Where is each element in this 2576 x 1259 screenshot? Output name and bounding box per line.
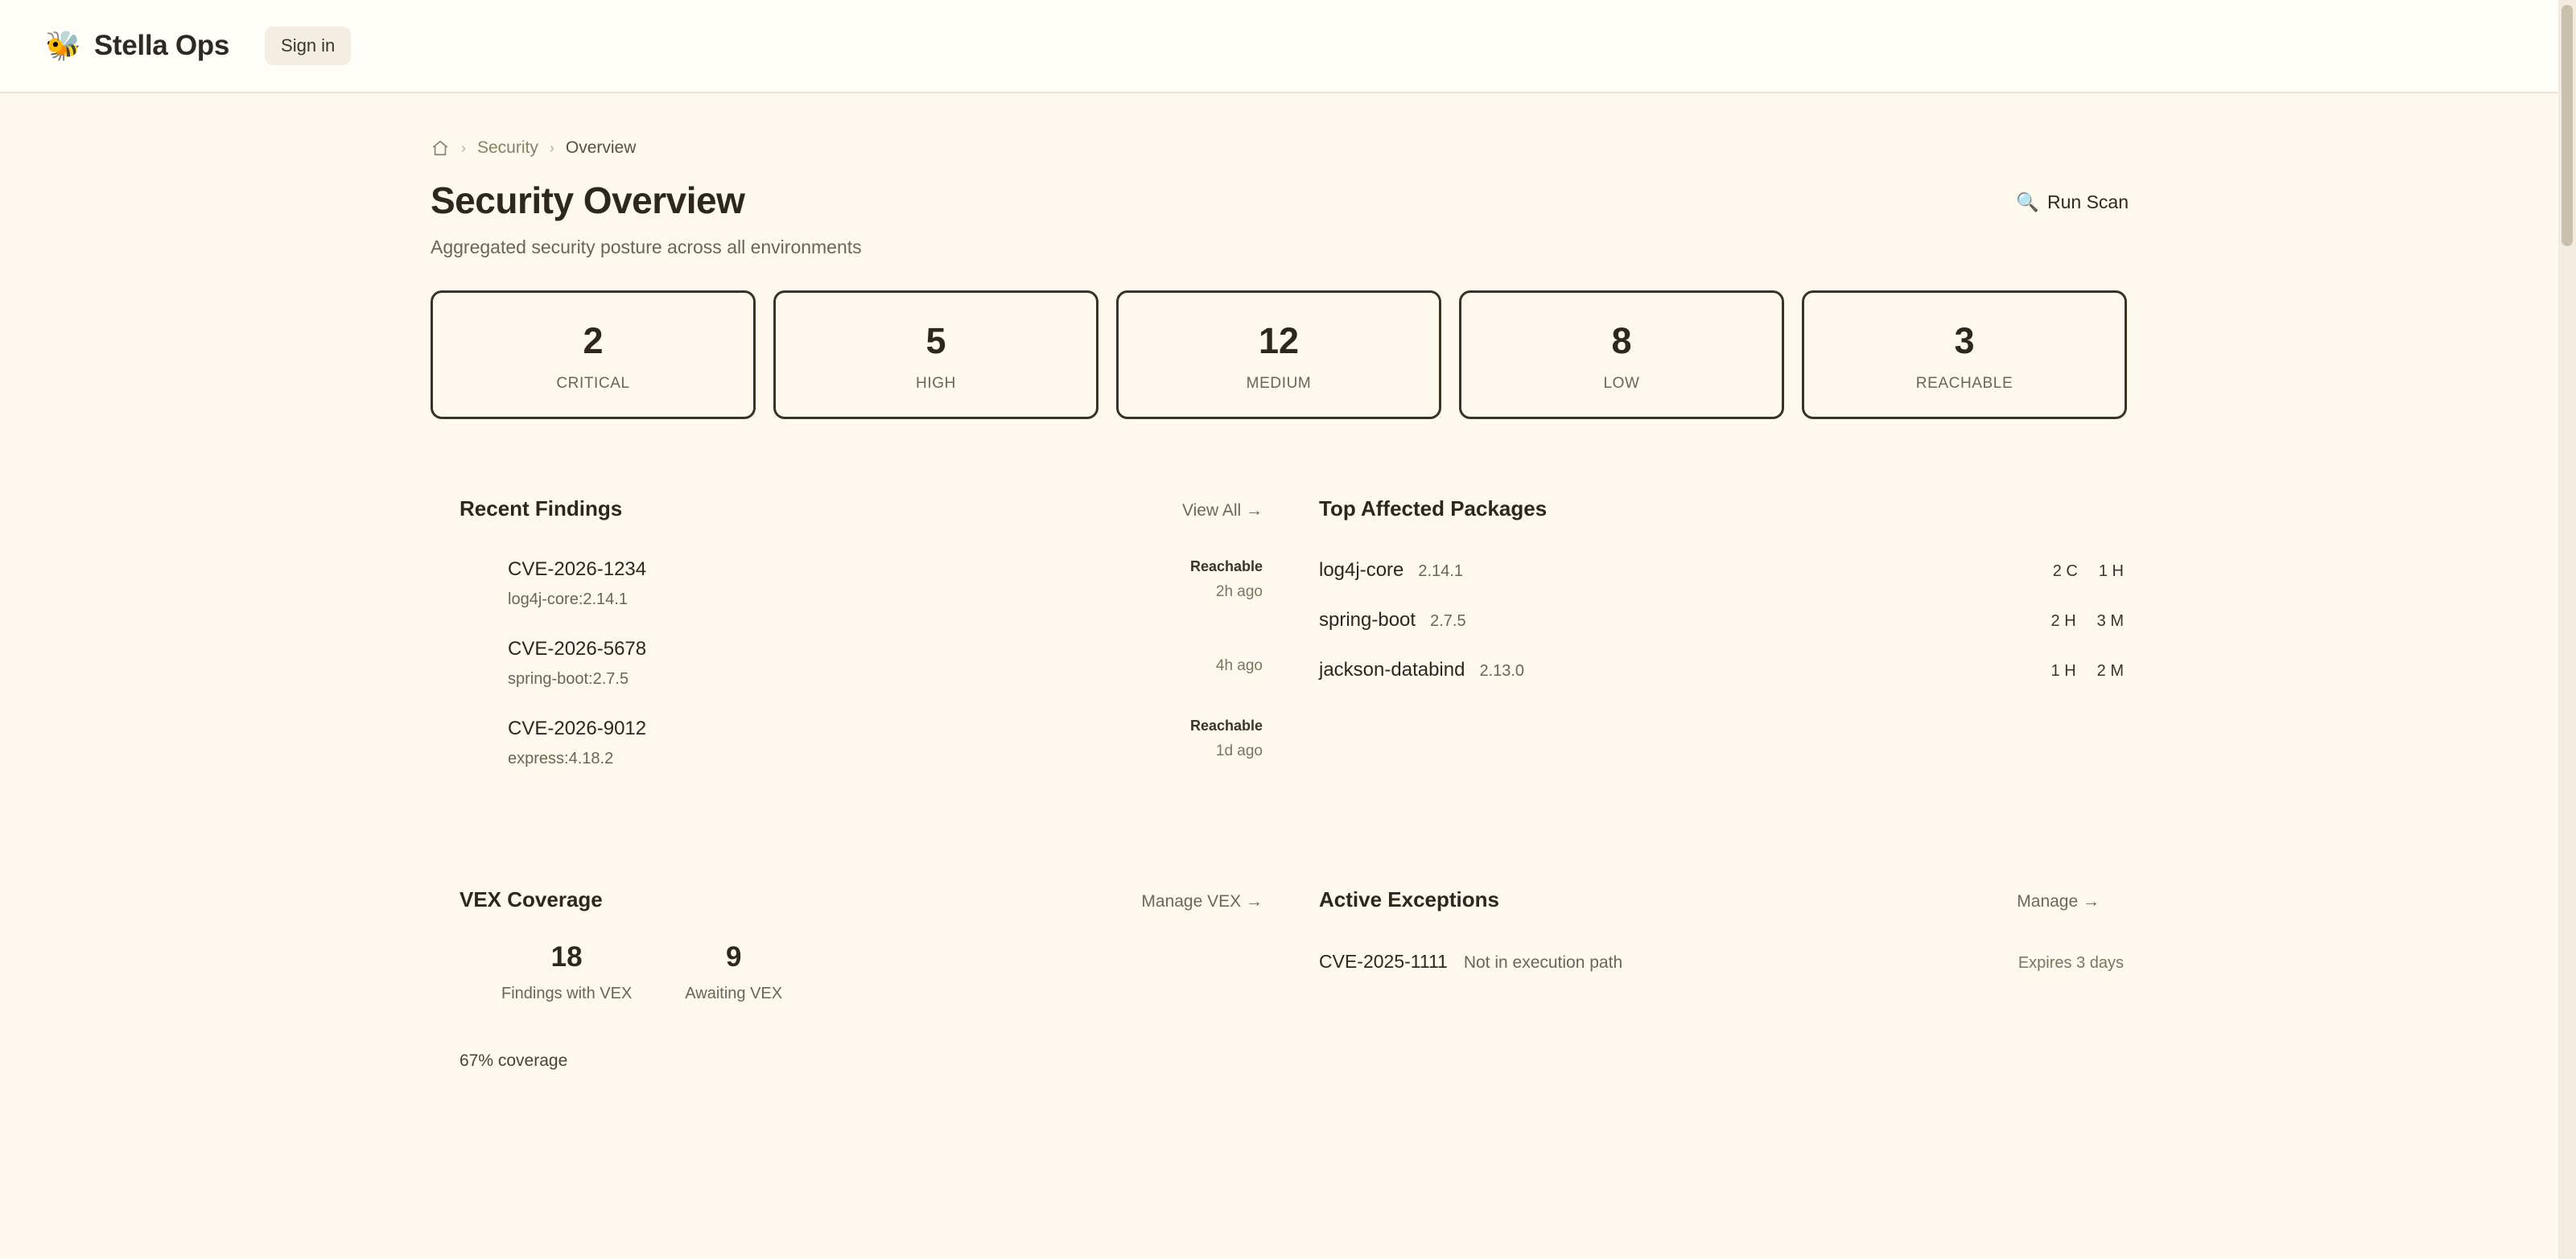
finding-package: log4j-core:2.14.1	[508, 590, 628, 608]
manage-vex-button[interactable]: Manage VEX →	[1141, 892, 1263, 911]
recent-findings-title: Recent Findings	[460, 496, 623, 520]
package-version: 2.7.5	[1430, 612, 1466, 630]
finding-main	[508, 718, 646, 768]
package-name: spring-boot	[1319, 609, 1416, 631]
top-navigation-bar	[0, 0, 2576, 93]
page-title: Security Overview	[431, 179, 745, 221]
package-version: 2.13.0	[1479, 662, 1525, 680]
stat-card-high[interactable]	[773, 290, 1098, 419]
top-packages-title: Top Affected Packages	[1319, 496, 1548, 520]
package-count-secondary: 2 M	[2096, 662, 2124, 680]
stat-label: CRITICAL	[556, 374, 630, 392]
finding-package: express:4.18.2	[508, 750, 614, 767]
breadcrumb	[431, 93, 2129, 158]
recent-findings-list	[460, 544, 1292, 783]
stat-value: 2	[583, 320, 604, 362]
page-content	[0, 93, 2558, 1071]
finding-row[interactable]	[460, 544, 1292, 623]
stat-label: REACHABLE	[1915, 374, 2013, 392]
top-packages-header	[1319, 496, 2129, 521]
package-row[interactable]	[1319, 645, 2129, 695]
stat-card-critical[interactable]	[431, 290, 756, 419]
finding-timestamp: 4h ago	[1215, 657, 1263, 674]
vex-metric-with-vex	[501, 941, 632, 1003]
package-identity	[1319, 659, 1524, 681]
stat-card-reachable[interactable]	[1802, 290, 2127, 419]
breadcrumb-separator-2: ›	[549, 139, 554, 156]
package-row[interactable]	[1319, 545, 2129, 595]
exception-row[interactable]	[1319, 951, 2129, 973]
recent-findings-panel	[431, 496, 1292, 783]
exception-expiry: Expires 3 days	[2018, 954, 2124, 972]
stat-value: 3	[1954, 320, 1975, 362]
exception-note: Not in execution path	[1463, 953, 1623, 972]
finding-main	[508, 558, 646, 609]
package-severity-counts	[2053, 562, 2124, 581]
page-header-text	[431, 179, 862, 258]
stat-label: LOW	[1603, 374, 1640, 392]
vex-metric-value: 18	[550, 941, 583, 973]
breadcrumb-separator-1: ›	[461, 139, 466, 156]
vex-metric-awaiting	[685, 941, 782, 1003]
vex-coverage-header	[460, 887, 1292, 912]
run-scan-label: Run Scan	[2046, 191, 2129, 212]
finding-id: CVE-2026-1234	[508, 558, 647, 580]
bee-logo-icon: 🐝	[45, 29, 81, 62]
vex-coverage-title: VEX Coverage	[460, 887, 603, 911]
stat-value: 12	[1258, 320, 1300, 362]
stat-label: HIGH	[916, 374, 956, 392]
finding-meta	[1190, 718, 1263, 760]
stat-value: 8	[1611, 320, 1632, 362]
finding-reachable-badge: Reachable	[1189, 558, 1263, 574]
package-count-secondary: 1 H	[2098, 562, 2124, 580]
exception-id: CVE-2025-1111	[1319, 951, 1448, 972]
active-exceptions-panel	[1292, 887, 2129, 1071]
sign-in-button[interactable]: Sign in	[265, 27, 351, 65]
severity-stat-cards	[431, 290, 2129, 419]
magnifier-icon: 🔍	[2016, 191, 2039, 212]
active-exceptions-title: Active Exceptions	[1319, 887, 1499, 911]
package-name: jackson-databind	[1319, 659, 1465, 681]
manage-exceptions-button[interactable]: Manage →	[2017, 892, 2100, 911]
breadcrumb-item-overview: Overview	[565, 138, 637, 157]
vex-metric-value: 9	[725, 941, 742, 973]
breadcrumb-item-security[interactable]: Security	[477, 138, 538, 157]
run-scan-button[interactable]	[2016, 191, 2129, 213]
package-severity-counts	[2051, 612, 2124, 631]
finding-package: spring-boot:2.7.5	[508, 670, 629, 688]
package-count-primary: 2 C	[2052, 562, 2078, 580]
vex-metric-caption: Awaiting VEX	[685, 985, 783, 1002]
package-severity-counts	[2051, 662, 2124, 681]
recent-findings-header	[460, 496, 1292, 521]
finding-row[interactable]	[460, 623, 1292, 703]
vex-coverage-percent: 67% coverage	[460, 1051, 568, 1070]
overview-lower-panels	[431, 887, 2129, 1071]
package-identity	[1319, 609, 1466, 632]
finding-reachable-badge: Reachable	[1189, 718, 1263, 734]
package-row[interactable]	[1319, 595, 2129, 645]
exception-identity	[1319, 951, 1622, 973]
package-count-primary: 2 H	[2050, 612, 2076, 630]
active-exceptions-header	[1319, 887, 2129, 912]
finding-id: CVE-2026-5678	[508, 638, 647, 660]
package-version: 2.14.1	[1418, 562, 1463, 580]
finding-meta	[1216, 638, 1263, 675]
finding-meta	[1190, 558, 1263, 601]
page-subtitle: Aggregated security posture across all environments	[431, 237, 862, 257]
page-header	[431, 179, 2129, 258]
stat-card-medium[interactable]	[1116, 290, 1441, 419]
finding-timestamp: 1d ago	[1215, 743, 1263, 759]
finding-row[interactable]	[460, 703, 1292, 783]
finding-id: CVE-2026-9012	[508, 718, 647, 739]
vex-metric-caption: Findings with VEX	[501, 985, 633, 1002]
vex-metrics	[460, 941, 1292, 1003]
package-count-secondary: 3 M	[2096, 612, 2124, 630]
brand-name: Stella Ops	[93, 30, 230, 61]
package-identity	[1319, 559, 1463, 582]
top-packages-list	[1319, 545, 2129, 695]
page-scrollbar-thumb[interactable]	[2562, 5, 2573, 246]
finding-timestamp: 2h ago	[1215, 583, 1263, 600]
home-icon[interactable]	[431, 138, 450, 158]
vex-coverage-panel	[431, 887, 1292, 1071]
stat-card-low[interactable]	[1459, 290, 1784, 419]
finding-main	[508, 638, 646, 689]
stat-value: 5	[925, 320, 946, 362]
overview-panels	[431, 496, 2129, 783]
brand[interactable]	[45, 30, 229, 62]
package-count-primary: 1 H	[2050, 662, 2076, 680]
view-all-findings-button[interactable]: View All →	[1182, 501, 1263, 520]
top-packages-panel	[1292, 496, 2129, 783]
page-scrollbar[interactable]	[2558, 0, 2576, 1259]
package-name: log4j-core	[1319, 559, 1404, 581]
stat-label: MEDIUM	[1246, 374, 1312, 392]
